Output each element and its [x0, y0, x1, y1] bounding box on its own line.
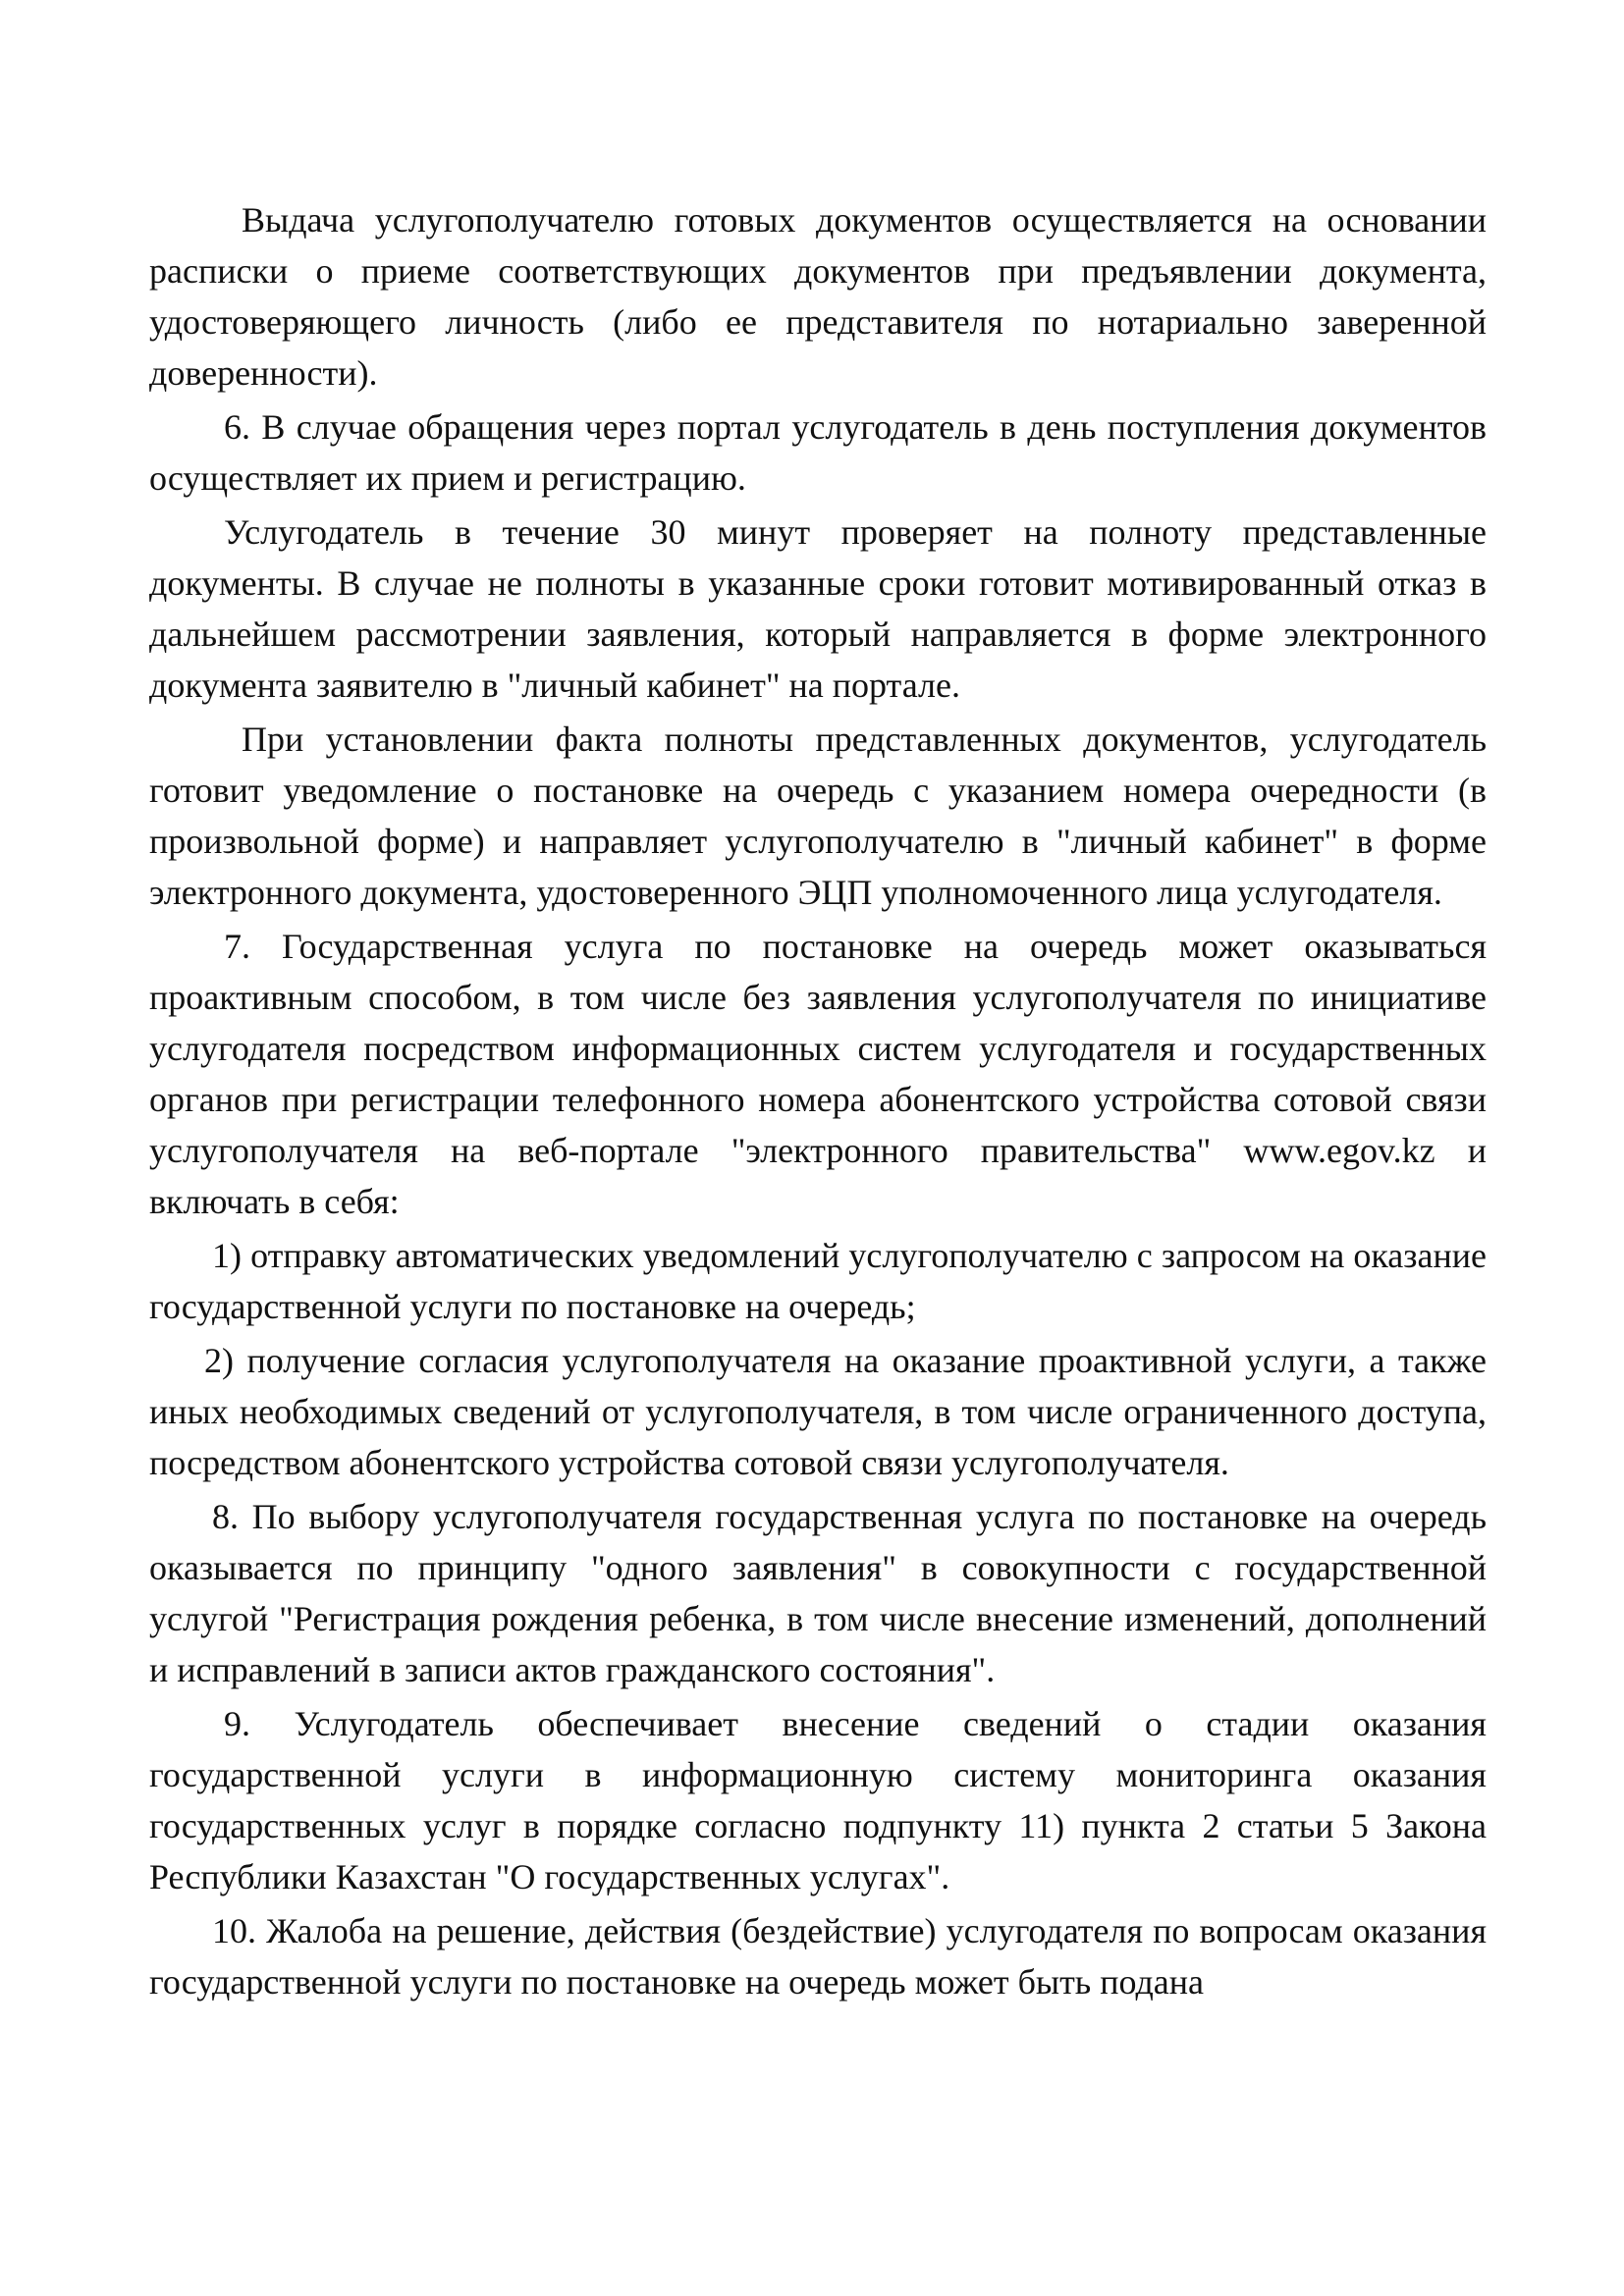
paragraph-queue-notification: При установлении факта полноты представленных документов, услугодатель готовит уведомление о постановке на очередь с указанием номера очередности (в произвольной форме) и направляет услугополучателю в "личный кабинет" в форме электронного документа, удостоверенного ЭЦП уполномоченного лица услугодателя.: [149, 720, 1487, 912]
paragraph-item-8: 8. По выбору услугополучателя государственная услуга по постановке на очередь оказывается по принципу "одного заявления" в совокупности с государственной услугой "Регистрация рождения ребенка, в том числе внесение изменений, дополнений и исправлений в записи актов гражданского состояния".: [149, 1497, 1487, 1689]
paragraph-item-7: 7. Государственная услуга по постановке на очередь может оказываться проактивным способом, в том числе без заявления услугополучателя по инициативе услугодателя посредством информационных систем услугодателя и государственных органов при регистрации телефонного номера абонентского устройства сотовой связи услугополучателя на веб-портале "электронного правительства" www.egov.kz и включать в себя:: [149, 927, 1487, 1221]
paragraph-item-6: 6. В случае обращения через портал услугодатель в день поступления документов осуществляет их прием и регистрацию.: [149, 407, 1487, 498]
paragraph-subitem-1: 1) отправку автоматических уведомлений услугополучателю с запросом на оказание государственной услуги по постановке на очередь;: [149, 1236, 1487, 1326]
document-page: [149, 194, 1487, 2010]
paragraph-document-issuance: Выдача услугополучателю готовых документов осуществляется на основании расписки о приеме соответствующих документов при предъявлении документа, удостоверяющего личность (либо ее представителя по нотариально заверенной доверенности).: [149, 200, 1487, 393]
paragraph-subitem-2: 2) получение согласия услугополучателя на оказание проактивной услуги, а также иных необходимых сведений от услугополучателя, в том числе ограниченного доступа, посредством абонентского устройства сотовой связи услугополучателя.: [149, 1341, 1487, 1482]
paragraph-item-10: 10. Жалоба на решение, действия (бездействие) услугодателя по вопросам оказания государственной услуги по постановке на очередь может быть подана: [149, 1911, 1487, 2002]
paragraph-item-9: 9. Услугодатель обеспечивает внесение сведений о стадии оказания государственной услуги в информационную систему мониторинга оказания государственных услуг в порядке согласно подпункту 11) пункта 2 статьи 5 Закона Республики Казахстан "О государственных услугах".: [149, 1704, 1487, 1896]
paragraph-completeness-check: Услугодатель в течение 30 минут проверяет на полноту представленные документы. В случае не полноты в указанные сроки готовит мотивированный отказ в дальнейшем рассмотрении заявления, который направляется в форме электронного документа заявителю в "личный кабинет" на портале.: [149, 512, 1487, 705]
